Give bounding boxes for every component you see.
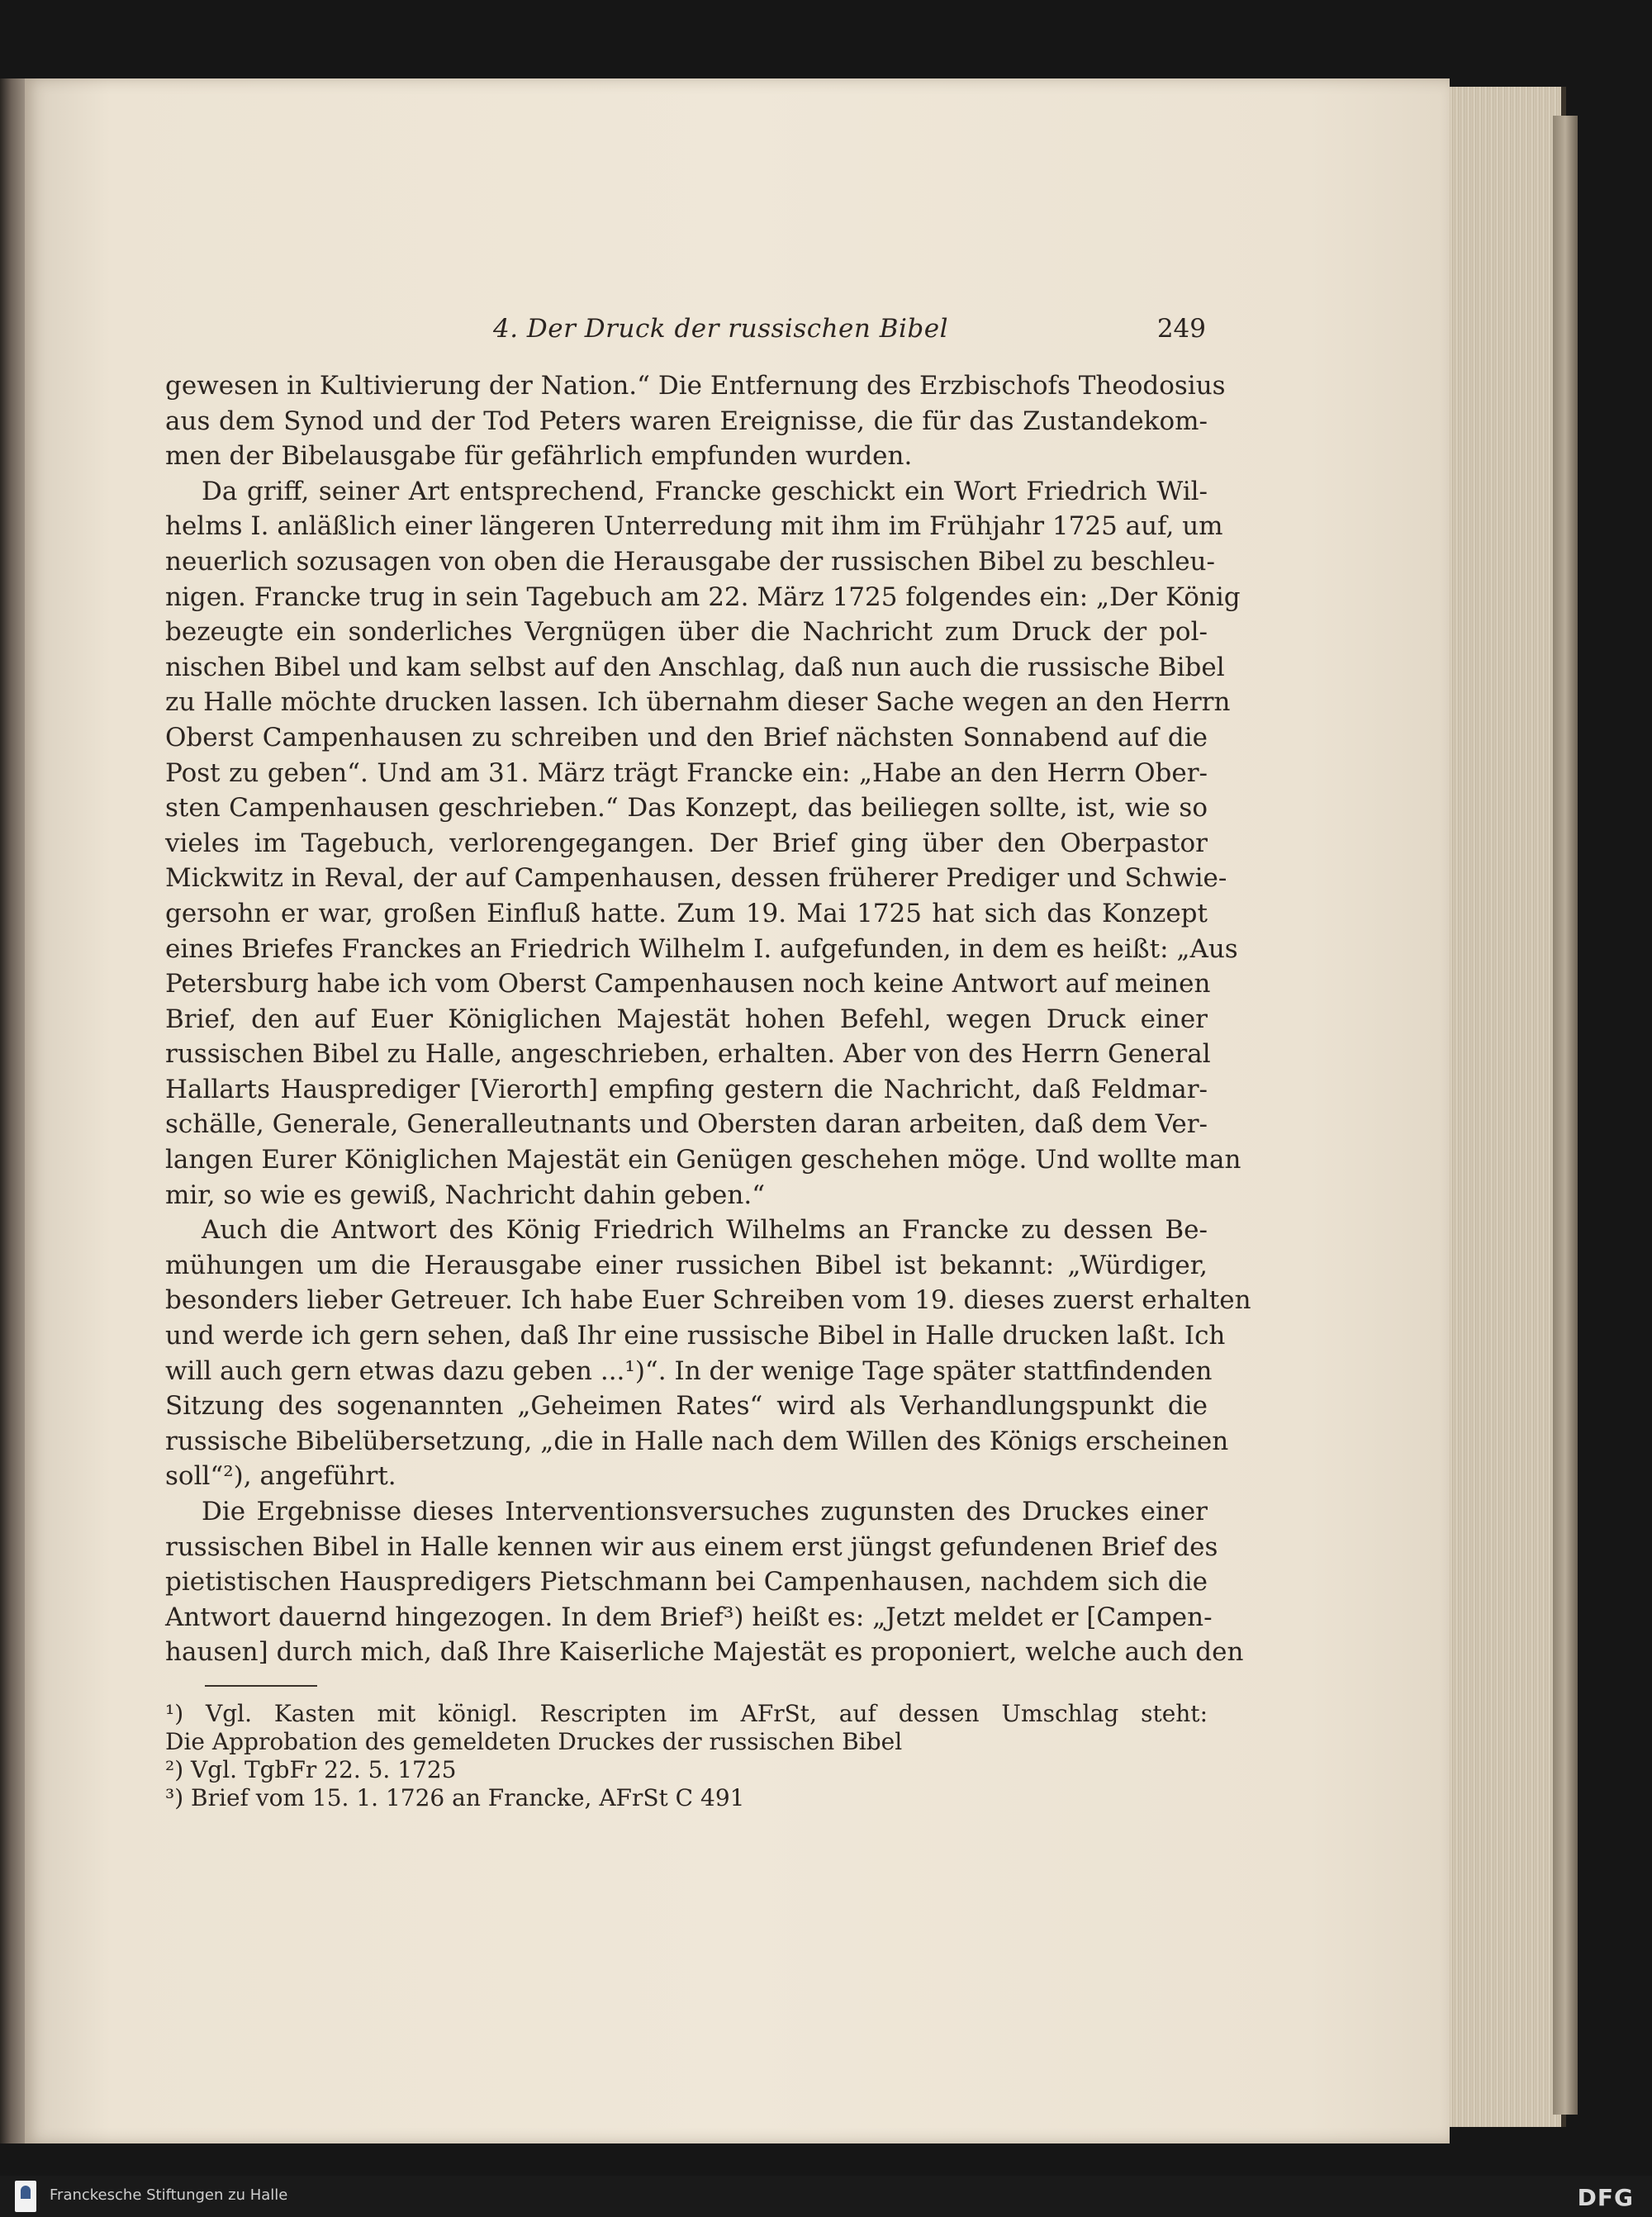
text-line: soll“²), angeführt. bbox=[165, 1461, 396, 1492]
text-line: Mickwitz in Reval, der auf Campenhausen, dessen früherer Prediger und Schwie- bbox=[165, 863, 1227, 894]
text-line: mir, so wie es gewiß, Nachricht dahin geben.“ bbox=[165, 1180, 766, 1210]
building-icon bbox=[21, 2186, 31, 2199]
text-line: Brief, den auf Euer Königlichen Majestät hohen Befehl, wegen Druck einer bbox=[165, 1004, 1208, 1034]
text-line: bezeugte ein sonderliches Vergnügen über die Nachricht zum Druck der pol- bbox=[165, 617, 1208, 648]
text-line: zu Halle möchte drucken lassen. Ich übernahm dieser Sache wegen an den Herrn bbox=[165, 687, 1231, 718]
institution-link[interactable]: Franckesche Stiftungen zu Halle bbox=[50, 2186, 288, 2204]
text-line: Post zu geben“. Und am 31. März trägt Francke ein: „Habe an den Herrn Ober- bbox=[165, 757, 1208, 788]
text-line: gewesen in Kultivierung der Nation.“ Die Entfernung des Erzbischofs Theodosius bbox=[165, 371, 1226, 401]
text-line: nischen Bibel und kam selbst auf den Anschlag, daß nun auch die russische Bibel bbox=[165, 652, 1225, 682]
footnote-separator bbox=[205, 1685, 317, 1687]
text-line: eines Briefes Franckes an Friedrich Wilhelm I. aufgefunden, in dem es heißt: „Aus bbox=[165, 933, 1238, 964]
dfg-logo[interactable]: DFG bbox=[1577, 2184, 1634, 2211]
book-spine bbox=[0, 78, 28, 2143]
text-line: besonders lieber Getreuer. Ich habe Euer Schreiben vom 19. dieses zuerst erhalten bbox=[165, 1285, 1251, 1316]
text-line: helms I. anläßlich einer längeren Unterredung mit ihm im Frühjahr 1725 auf, um bbox=[165, 511, 1223, 542]
text-line: neuerlich sozusagen von oben die Herausgabe der russischen Bibel zu beschleu- bbox=[165, 546, 1215, 577]
footnotes bbox=[165, 1700, 1208, 1812]
text-line: Oberst Campenhausen zu schreiben und den Brief nächsten Sonnabend auf die bbox=[165, 722, 1208, 752]
text-line: russische Bibelübersetzung, „die in Halle nach dem Willen des Königs erscheinen bbox=[165, 1426, 1229, 1456]
page-header bbox=[165, 314, 1206, 355]
footnote-3: ³) Brief vom 15. 1. 1726 an Francke, AFrSt C 491 bbox=[165, 1784, 745, 1811]
text-line: Auch die Antwort des König Friedrich Wilhelms an Francke zu dessen Be- bbox=[202, 1215, 1208, 1246]
viewer-footer bbox=[0, 2176, 1652, 2217]
text-line: Sitzung des sogenannten „Geheimen Rates“ wird als Verhandlungspunkt die bbox=[165, 1391, 1208, 1422]
text-line: gersohn er war, großen Einfluß hatte. Zum 19. Mai 1725 hat sich das Konzept bbox=[165, 898, 1208, 928]
text-line: men der Bibelausgabe für gefährlich empfunden wurden. bbox=[165, 441, 913, 472]
text-line: russischen Bibel in Halle kennen wir aus einem erst jüngst gefundenen Brief des bbox=[165, 1531, 1218, 1562]
page-block-edge bbox=[1441, 87, 1566, 2127]
text-line: Da griff, seiner Art entsprechend, Francke geschickt ein Wort Friedrich Wil- bbox=[202, 476, 1208, 506]
text-line: Hallarts Hausprediger [Vierorth] empfing gestern die Nachricht, daß Feldmar- bbox=[165, 1074, 1208, 1104]
page-number: 249 bbox=[1156, 314, 1206, 344]
text-line: vieles im Tagebuch, verlorengegangen. Der Brief ging über den Oberpastor bbox=[165, 828, 1208, 858]
text-line: hausen] durch mich, daß Ihre Kaiserliche Majestät es proponiert, welche auch den bbox=[165, 1637, 1244, 1668]
text-line: Die Ergebnisse dieses Interventionsversuches zugunsten des Druckes einer bbox=[202, 1497, 1208, 1526]
body-text bbox=[165, 368, 1251, 1670]
text-line: Antwort dauernd hingezogen. In dem Brief³) heißt es: „Jetzt meldet er [Campen- bbox=[165, 1602, 1213, 1632]
text-line: und werde ich gern sehen, daß Ihr eine russische Bibel in Halle drucken laßt. Ich bbox=[165, 1321, 1226, 1351]
text-line: pietistischen Hauspredigers Pietschmann bei Campenhausen, nachdem sich die bbox=[165, 1567, 1208, 1597]
book-cover-edge bbox=[1553, 116, 1578, 2115]
text-line: aus dem Synod und der Tod Peters waren Ereignisse, die für das Zustandekom- bbox=[165, 406, 1208, 436]
text-line: nigen. Francke trug in sein Tagebuch am 22. März 1725 folgendes ein: „Der König bbox=[165, 582, 1241, 612]
text-line: sten Campenhausen geschrieben.“ Das Konzept, das beiliegen sollte, ist, wie so bbox=[165, 793, 1208, 824]
text-line: will auch gern etwas dazu geben ...¹)“. In der wenige Tage später stattfindenden bbox=[165, 1355, 1213, 1386]
institution-logo-icon[interactable] bbox=[15, 2181, 36, 2212]
text-line: mühungen um die Herausgabe einer russichen Bibel ist bekannt: „Würdiger, bbox=[165, 1250, 1208, 1280]
text-line: Petersburg habe ich vom Oberst Campenhausen noch keine Antwort auf meinen bbox=[165, 969, 1211, 999]
text-line: schälle, Generale, Generalleutnants und Obersten daran arbeiten, daß dem Ver- bbox=[165, 1109, 1208, 1140]
footnote-1: ¹) Vgl. Kasten mit königl. Rescripten im AFrSt, auf dessen Umschlag steht: bbox=[165, 1700, 1208, 1727]
footnote-1-continued: Die Approbation des gemeldeten Druckes der russischen Bibel bbox=[165, 1728, 903, 1755]
text-line: langen Eurer Königlichen Majestät ein Genügen geschehen möge. Und wollte man bbox=[165, 1145, 1241, 1175]
running-title: 4. Der Druck der russischen Bibel bbox=[493, 314, 949, 344]
footnote-2: ²) Vgl. TgbFr 22. 5. 1725 bbox=[165, 1756, 457, 1783]
text-line: russischen Bibel zu Halle, angeschrieben, erhalten. Aber von des Herrn General bbox=[165, 1039, 1211, 1070]
